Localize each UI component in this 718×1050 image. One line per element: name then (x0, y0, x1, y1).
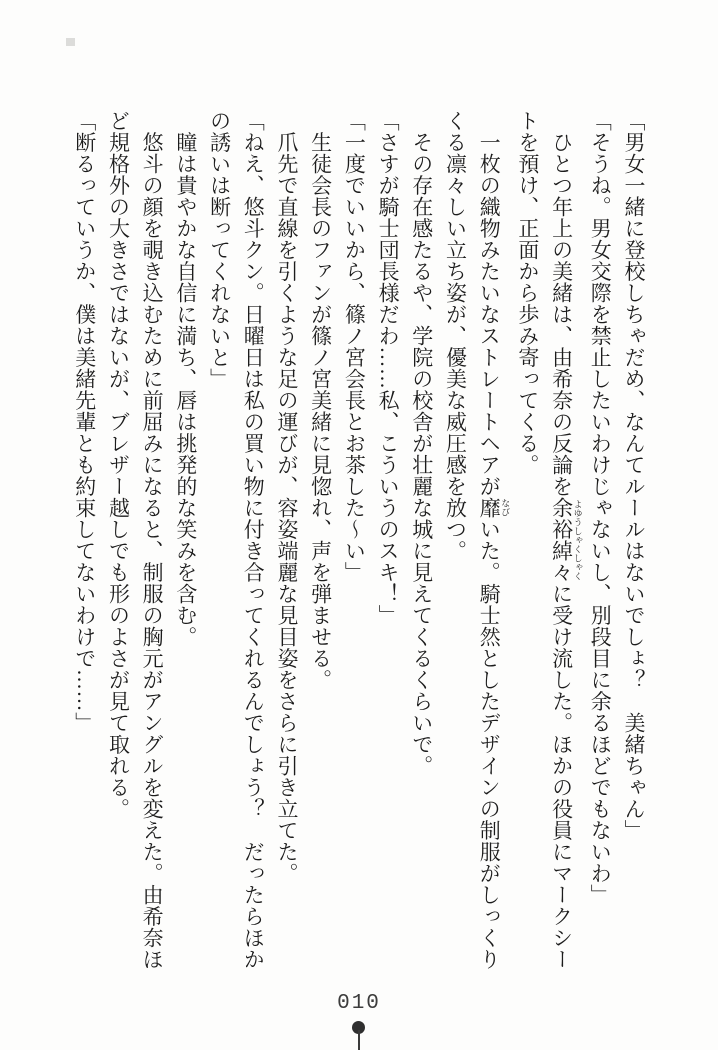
text-run: 「ねえ、悠斗クン。日曜日は私の買い物に付き合ってくれるんでしょう？ だったらほか (241, 110, 266, 970)
furigana-ruby: 余裕綽々 よゆうしゃくしゃく (549, 497, 583, 583)
text-column (236, 110, 270, 996)
text-column (101, 110, 135, 996)
text-column (616, 110, 650, 996)
text-run: 悠斗の顔を覗き込むために前屈みになると、制服の胸元がアングルを変えた。由希奈ほ (140, 110, 165, 970)
text-column (583, 110, 617, 996)
text-column (471, 110, 510, 996)
text-column (337, 110, 371, 996)
text-run: くる凛々しい立ち姿が、優美な威圧感を放つ。 (443, 110, 468, 562)
text-block (67, 110, 650, 996)
furigana-ruby: 靡 なび (477, 497, 511, 519)
text-run: 「さすが騎士団長様だわ……私、こういうのスキ！」 (376, 110, 401, 626)
page-number: 010 (337, 992, 381, 1015)
text-run: ひとつ年上の美緒は、由希奈の反論を (549, 110, 574, 497)
scan-artifact-mark (66, 38, 75, 46)
text-run: に受け流した。ほかの役員にマークシー (549, 583, 574, 970)
text-column (404, 110, 438, 996)
text-run: 生徒会長のファンが篠ノ宮美緒に見惚れ、声を弾ませる。 (308, 110, 333, 691)
text-column (544, 110, 583, 996)
text-column (303, 110, 337, 996)
text-column (438, 110, 472, 996)
text-run: 瞳は貴やかな自信に満ち、唇は挑発的な笑みを含む。 (173, 110, 198, 648)
binding-stem-mark (358, 1030, 360, 1050)
text-run: 一枚の織物みたいなストレートヘアが (477, 110, 502, 497)
text-column (134, 110, 168, 996)
text-column (202, 110, 236, 996)
text-run: の誘いは断ってくれないと」 (207, 110, 232, 390)
text-run: 「男女一緒に登校しちゃだめ、なんてルールはないでしょ？ 美緒ちゃん」 (622, 110, 646, 841)
text-column (67, 110, 101, 996)
text-column (510, 110, 544, 996)
text-column (168, 110, 202, 996)
text-run: 爪先で直線を引くような足の運びが、容姿端麗な見目姿をさらに引き立てた。 (274, 110, 299, 884)
text-run: トを預け、正面から歩み寄ってくる。 (515, 110, 540, 476)
text-run: 「断るっていうか、僕は美緒先輩とも約束してないわけで……」 (72, 110, 97, 734)
text-run: 「一度でいいから、篠ノ宮会長とお茶した〜い」 (342, 110, 367, 583)
text-run: 「そうね。男女交際を禁止したいわけじゃないし、別段目に余るほどでもないわ」 (588, 110, 613, 906)
text-column (370, 110, 404, 996)
text-run: ど規格外の大きさではないが、ブレザー越しでも形のよさが見て取れる。 (106, 110, 131, 820)
text-run: いた。騎士然としたデザインの制服がしっくり (477, 518, 502, 970)
text-run: その存在感たるや、学院の校舎が壮麗な城に見えてくるくらいで。 (409, 110, 434, 777)
text-column (269, 110, 303, 996)
